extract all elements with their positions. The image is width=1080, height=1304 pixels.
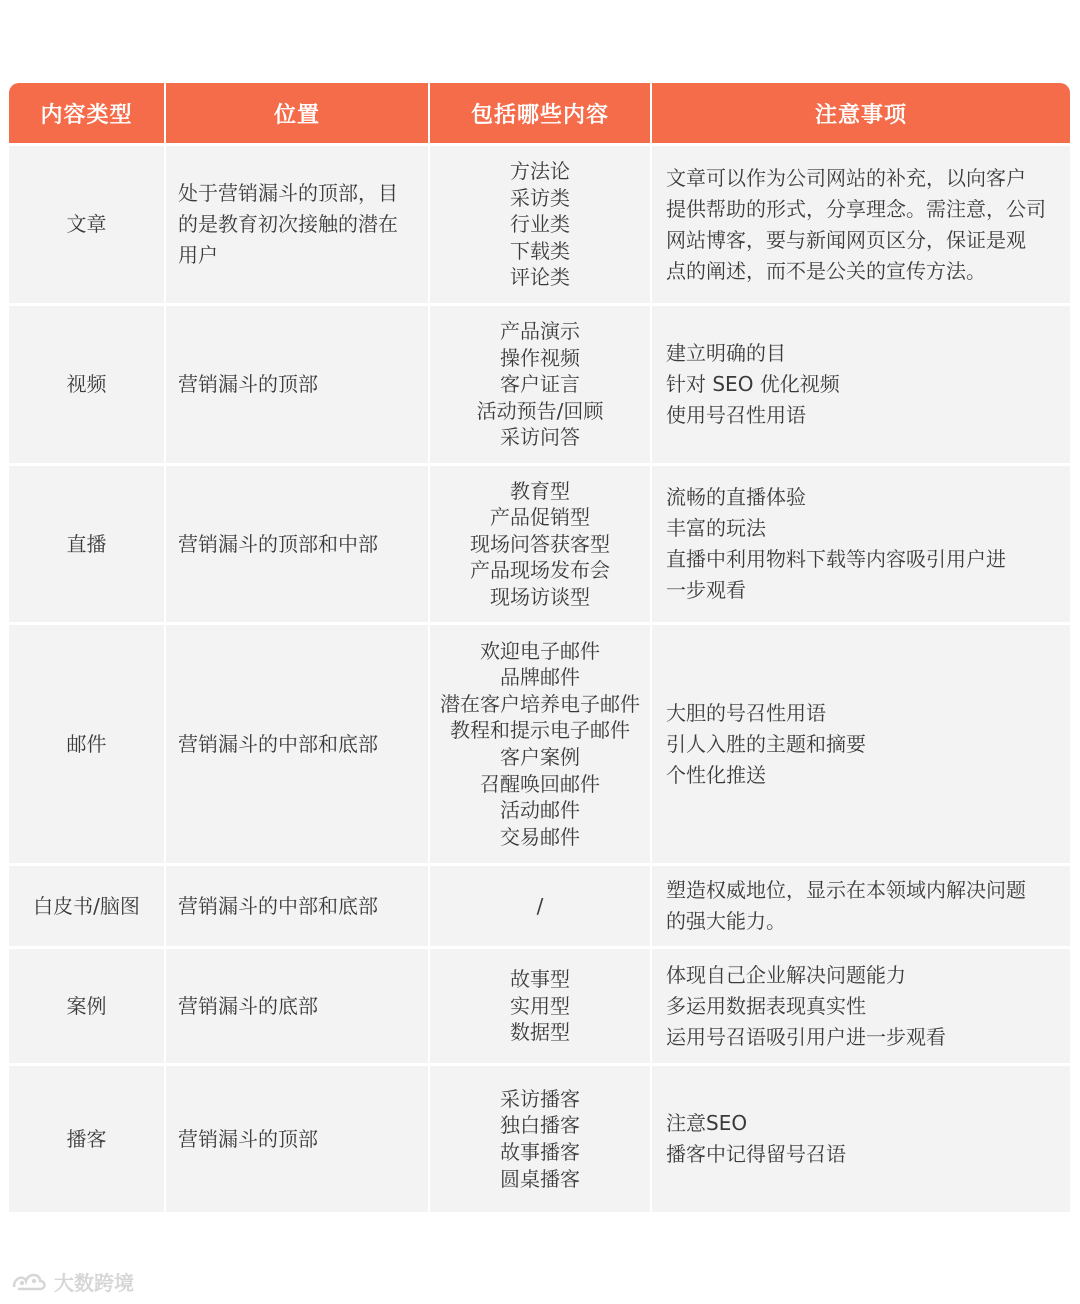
cell-notes xyxy=(652,306,1070,463)
content-item: 故事型 xyxy=(510,967,570,992)
cell-contents xyxy=(430,949,650,1063)
content-item: 客户证言 xyxy=(500,372,580,397)
content-item: 潜在客户培养电子邮件 xyxy=(440,691,640,716)
note-line: 使用号召性用语 xyxy=(666,403,806,427)
content-item: 评论类 xyxy=(510,265,570,290)
header-content-type: 内容类型 xyxy=(9,83,164,143)
position-text: 营销漏斗的顶部 xyxy=(178,372,318,396)
brand-logo-icon xyxy=(10,1269,50,1295)
cell-contents xyxy=(430,866,650,946)
note-line: 丰富的玩法 xyxy=(666,516,766,540)
header-position: 位置 xyxy=(166,83,428,143)
note-line: 流畅的直播体验 xyxy=(666,485,806,509)
cell-position xyxy=(166,866,428,946)
content-item: 交易邮件 xyxy=(500,824,580,849)
note-line: 点的阐述，而不是公关的宣传方法。 xyxy=(666,258,986,283)
watermark-text: 大数跨境 xyxy=(54,1271,134,1295)
content-item: 圆桌播客 xyxy=(500,1166,580,1191)
position-text: 营销漏斗的顶部 xyxy=(178,1126,318,1151)
header-contents: 包括哪些内容 xyxy=(430,83,650,143)
note-line: 网站博客，要与新闻网页区分，保证是观 xyxy=(666,227,1026,252)
note-line: 塑造权威地位，显示在本领域内解决问题 xyxy=(666,878,1026,902)
content-item: 客户案例 xyxy=(500,745,580,769)
content-item: 活动预告/回顾 xyxy=(476,398,604,423)
cell-position xyxy=(166,306,428,463)
position-text: 营销漏斗的中部和底部 xyxy=(178,731,378,756)
cell-content-type: 文章 xyxy=(9,146,164,303)
watermark xyxy=(10,1267,134,1296)
cell-content-type: 视频 xyxy=(9,306,164,463)
content-item: 品牌邮件 xyxy=(500,665,580,690)
position-text: 营销漏斗的底部 xyxy=(178,993,318,1018)
content-item: 现场问答获客型 xyxy=(470,531,610,556)
content-item: 采访问答 xyxy=(500,425,580,450)
header-notes: 注意事项 xyxy=(652,83,1070,143)
note-line: 播客中记得留号召语 xyxy=(666,1142,846,1166)
position-text: 营销漏斗的中部和底部 xyxy=(178,893,378,918)
table-grid xyxy=(9,83,1070,1212)
content-item: 数据型 xyxy=(510,1020,570,1045)
note-line: 运用号召语吸引用户进一步观看 xyxy=(666,1024,946,1049)
note-line: 大胆的号召性用语 xyxy=(666,700,826,725)
note-line: 体现自己企业解决问题能力 xyxy=(666,962,906,987)
content-item: 采访播客 xyxy=(500,1086,580,1111)
cell-notes xyxy=(652,466,1070,622)
content-item: 方法论 xyxy=(510,159,570,184)
note-line: 针对 SEO 优化视频 xyxy=(666,372,840,396)
cell-notes xyxy=(652,866,1070,946)
content-item: 采访类 xyxy=(510,185,570,210)
note-line: 的强大能力。 xyxy=(666,909,786,933)
cell-content-type: 直播 xyxy=(9,466,164,622)
cell-notes xyxy=(652,625,1070,863)
content-item: 行业类 xyxy=(510,212,570,237)
content-item: 教育型 xyxy=(510,478,570,503)
content-item: / xyxy=(536,893,544,918)
content-type-table xyxy=(9,83,1070,1212)
cell-notes xyxy=(652,146,1070,303)
note-line: 引人入胜的主题和摘要 xyxy=(666,731,866,756)
content-item: 活动邮件 xyxy=(500,798,580,823)
content-item: 产品演示 xyxy=(500,319,580,344)
note-line: 注意SEO xyxy=(666,1111,748,1135)
cell-contents xyxy=(430,625,650,863)
cell-content-type: 邮件 xyxy=(9,625,164,863)
cell-position xyxy=(166,146,428,303)
content-item: 产品现场发布会 xyxy=(470,558,610,583)
note-line: 一步观看 xyxy=(666,578,746,602)
content-item: 现场访谈型 xyxy=(490,584,590,609)
content-item: 教程和提示电子邮件 xyxy=(450,718,630,743)
content-item: 召醒唤回邮件 xyxy=(480,771,600,796)
content-item: 下载类 xyxy=(510,238,570,263)
content-item: 产品促销型 xyxy=(490,505,590,530)
cell-position xyxy=(166,1066,428,1212)
cell-contents xyxy=(430,466,650,622)
cell-content-type: 播客 xyxy=(9,1066,164,1212)
note-line: 文章可以作为公司网站的补充，以向客户 xyxy=(666,165,1026,190)
note-line: 提供帮助的形式，分享理念。需注意，公司 xyxy=(666,196,1046,221)
cell-content-type: 白皮书/脑图 xyxy=(9,866,164,946)
content-item: 故事播客 xyxy=(500,1140,580,1164)
content-item: 欢迎电子邮件 xyxy=(480,638,600,663)
note-line: 多运用数据表现真实性 xyxy=(666,993,866,1018)
note-line: 直播中利用物料下载等内容吸引用户进 xyxy=(666,547,1006,571)
position-text: 处于营销漏斗的顶部，目的是教育初次接触的潜在用户 xyxy=(178,181,398,267)
cell-notes xyxy=(652,949,1070,1063)
note-line: 建立明确的目 xyxy=(666,341,786,365)
content-item: 操作视频 xyxy=(500,345,580,370)
cell-content-type: 案例 xyxy=(9,949,164,1063)
cell-position xyxy=(166,625,428,863)
cell-position xyxy=(166,949,428,1063)
content-item: 独白播客 xyxy=(500,1113,580,1138)
cell-contents xyxy=(430,306,650,463)
cell-contents xyxy=(430,1066,650,1212)
cell-position xyxy=(166,466,428,622)
position-text: 营销漏斗的顶部和中部 xyxy=(178,531,378,556)
content-item: 实用型 xyxy=(510,993,570,1018)
note-line: 个性化推送 xyxy=(666,762,766,787)
cell-contents xyxy=(430,146,650,303)
cell-notes xyxy=(652,1066,1070,1212)
